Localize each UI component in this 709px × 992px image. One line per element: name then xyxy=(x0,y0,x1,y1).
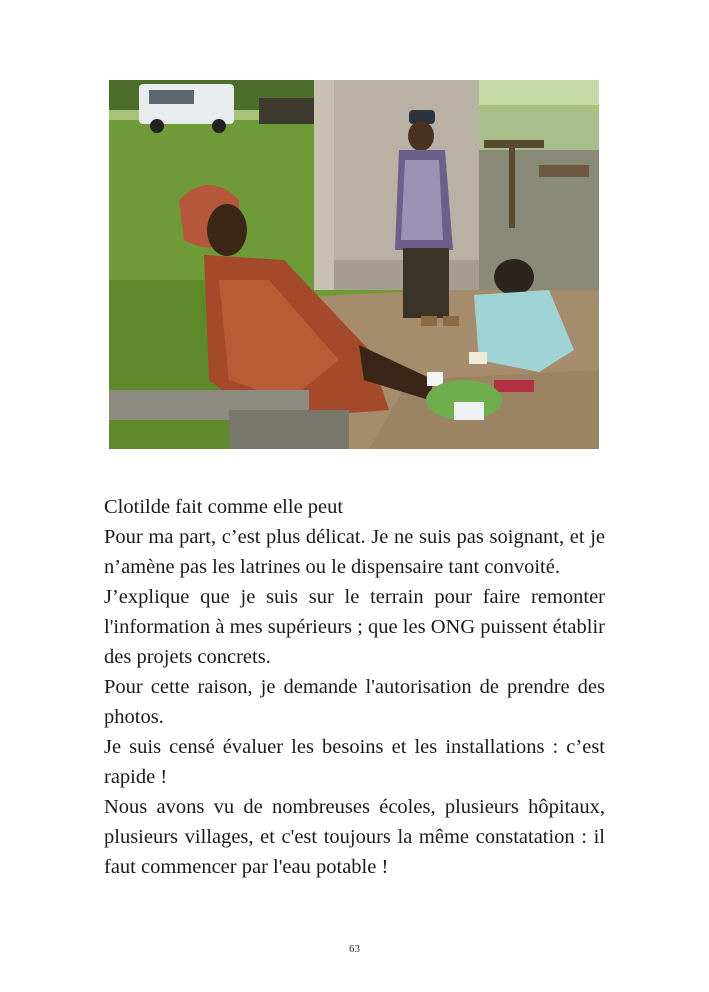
body-text xyxy=(104,492,605,882)
page-number: 63 xyxy=(349,943,360,955)
paragraph: Pour cette raison, je demande l'autorisation de prendre des photos. xyxy=(104,676,605,728)
page-photo xyxy=(109,80,599,449)
paragraph: Nous avons vu de nombreuses écoles, plusieurs hôpitaux, plusieurs villages, et c'est toujours la même constatation : il faut commencer par l'eau potable ! xyxy=(104,796,605,878)
paragraph: Je suis censé évaluer les besoins et les installations : c’est rapide ! xyxy=(104,736,605,788)
photo-caption: Clotilde fait comme elle peut xyxy=(104,496,344,518)
paragraph: J’explique que je suis sur le terrain pour faire remonter l'information à mes supérieurs ; que les ONG puissent établir des projets concrets. xyxy=(104,586,605,668)
photo-illustration xyxy=(109,80,599,449)
paragraph: Pour ma part, c’est plus délicat. Je ne suis pas soignant, et je n’amène pas les latrines ou le dispensaire tant convoité. xyxy=(104,526,605,578)
